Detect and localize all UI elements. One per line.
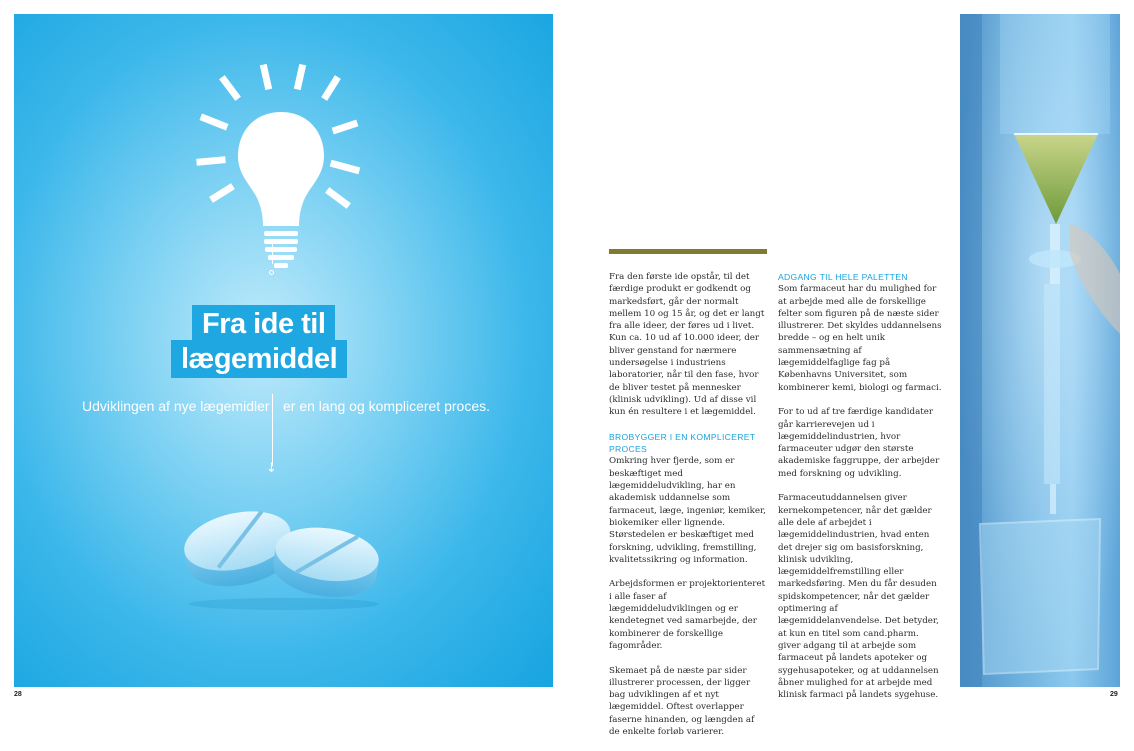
page-number-right: 29 xyxy=(1110,691,1118,698)
connector-line-top xyxy=(272,244,273,264)
body-paragraph: Skemaet på de næste par sider illustrerer processen, der ligger bag udviklingen af et nyt lægemiddel. Oftest overlapper faserne hinanden, og længden af de enkelte forløb varierer. xyxy=(609,665,755,737)
lab-photo xyxy=(960,14,1120,687)
pills-icon xyxy=(174,492,389,612)
section-heading-adgang: ADGANG TIL HELE PALETTEN xyxy=(778,272,908,282)
light-bulb-icon xyxy=(184,50,364,275)
section-heading-brobygger: BROBYGGER I EN KOMPLICERET PROCES xyxy=(609,431,756,455)
page-number-left: 28 xyxy=(14,691,22,698)
accent-bar xyxy=(609,249,767,254)
lab-funnel-illustration xyxy=(960,14,1120,687)
connector-dot xyxy=(269,270,274,275)
cover-title-line-1: Fra ide til xyxy=(192,305,335,343)
body-paragraph: Farmaceutuddannelsen giver kernekompetencer, når det gælder alle dele af arbejdet i lægemiddelindustrien, hvad enten det drejer sig om basisforskning, klinisk udvikling, lægemiddelfremstilling eller markedsføring. Men du får desuden spidskompetencer, når det gælder optimering af lægemiddelanvendelse. Det betyder, at kun en titel som cand.pharm. giver adgang til at arbejde som farmaceut på landets apoteker og sygehusapoteker, og at uddannelsen åbner mulighed for at arbejde med klinisk farmaci på landets sygehuse. xyxy=(778,493,939,701)
body-paragraph: Som farmaceut har du mulighed for at arbejde med alle de forskellige felter som figuren på de næste sider illustrerer. Det skyldes uddannelsens bredde – og en helt unik sammensætning af lægemiddelfaglige fag på Københavns Universitet, som kombinerer kemi, biologi og farmaci. xyxy=(778,284,942,393)
body-paragraph: Omkring hver fjerde, som er beskæftiget med lægemiddeludvikling, har en akademisk uddannelse som farmaceut, læge, ingeniør, kemiker, biokemiker eller lignende. Størstedelen er beskæftiget med forskning, udvikling, fremstilling, kvalitetssikring og information. xyxy=(609,456,766,565)
intro-paragraph: Fra den første ide opstår, til det færdige produkt er godkendt og markedsført, går der normalt mellem 10 og 15 år, og det er langt fra alle ideer, der føres ud i livet. Kun ca. 10 ud af 10.000 ideer, der bliver genstand for nærmere undersøgelse i industriens laboratorier, når til den fase, hvor de bliver testet på mennesker (klinisk udvikling). Ud af disse vil kun én resultere i et lægemiddel. xyxy=(609,272,765,418)
cover-subtitle-left: Udviklingen af nye lægemidler xyxy=(82,398,270,414)
body-paragraph: For to ud af tre færdige kandidater går karrierevejen ud i lægemiddelindustrien, hvor farmaceuter udgør den største akademiske faggruppe, der arbejder med forskning og udvikling. xyxy=(778,407,940,479)
text-column-1 xyxy=(609,271,767,751)
body-paragraph: Arbejdsformen er projektorienteret i alle faser af lægemiddeludviklingen og er kendetegnet ved samarbejde, der kombinerer de forskellige fagområder. xyxy=(609,579,766,651)
text-column-2 xyxy=(778,271,944,714)
left-cover-panel xyxy=(14,14,553,687)
cover-title-line-2: lægemiddel xyxy=(171,340,347,378)
connector-line-bottom xyxy=(272,394,273,466)
cover-subtitle-right: er en lang og kompliceret proces. xyxy=(283,398,490,414)
down-arrow-icon: ↓ xyxy=(266,461,277,476)
